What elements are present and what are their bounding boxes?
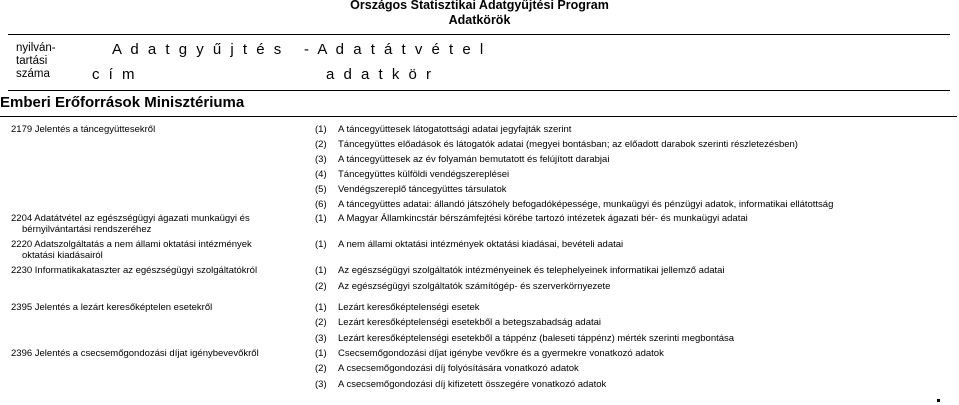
- survey-title: 2204 Adatátvétel az egészségügyi ágazati munkaügyi és: [11, 213, 250, 224]
- item-number: (1): [315, 265, 327, 276]
- data-group-description: Táncegyüttes előadások és látogatók adatai (megyei bontásban; az előadott darabok szerinti részletezésben): [338, 139, 798, 150]
- survey-title: 2395 Jelentés a lezárt keresőképtelen esetekről: [11, 302, 213, 313]
- survey-title: 2179 Jelentés a táncegyüttesekről: [11, 124, 156, 135]
- data-group-description: A csecsemőgondozási díj kifizetett összegére vonatkozó adatok: [338, 379, 607, 390]
- item-number: (5): [315, 184, 327, 195]
- item-number: (3): [315, 333, 327, 344]
- item-number: (1): [315, 302, 327, 313]
- item-number: (3): [315, 154, 327, 165]
- data-group-description: Táncegyüttes külföldi vendégszereplései: [338, 169, 510, 180]
- page-mark: [937, 399, 940, 402]
- column-header: [8, 34, 950, 91]
- col-takeover-heading: - A d a t á t v é t e l: [304, 41, 486, 58]
- data-group-description: Az egészségügyi szolgáltatók intézményeinek és telephelyeinek informatikai jellemző adatai: [338, 265, 725, 276]
- ministry-heading: [0, 91, 957, 117]
- col-title-heading: c í m: [92, 66, 137, 83]
- survey-title: 2230 Informatikakataszter az egészségügyi szolgáltatókról: [11, 265, 258, 276]
- col-registration-line1: nyilván-: [16, 42, 56, 54]
- data-group-description: Lezárt keresőképtelenségi esetekből a táppénz (baleseti táppénz) mérték szerinti megbontása: [338, 333, 735, 344]
- data-group-description: A csecsemőgondozási díj folyósítására vonatkozó adatok: [338, 363, 579, 374]
- item-number: (2): [315, 139, 327, 150]
- item-number: (6): [315, 199, 327, 210]
- data-group-description: Az egészségügyi szolgáltatók számítógép- és szerverkörnyezete: [338, 281, 611, 292]
- data-group-description: Lezárt keresőképtelenségi esetek: [338, 302, 480, 313]
- survey-title-continued: oktatási kiadásairól: [22, 250, 103, 261]
- item-number: (3): [315, 379, 327, 390]
- survey-title: 2220 Adatszolgáltatás a nem állami oktatási intézmények: [11, 239, 252, 250]
- data-group-description: A nem állami oktatási intézmények oktatási kiadásai, bevételi adatai: [338, 239, 624, 250]
- item-number: (1): [315, 124, 327, 135]
- document-title: Országos Statisztikai Adatgyűjtési Program: [350, 0, 609, 12]
- data-group-description: A Magyar Államkincstár bérszámfejtési körébe tartozó intézetek ágazati bér- és munkaügyi adatai: [338, 213, 748, 224]
- item-number: (2): [315, 281, 327, 292]
- col-datagroup-heading: a d a t k ö r: [326, 66, 434, 83]
- col-registration-line2: tartási: [16, 55, 48, 67]
- item-number: (2): [315, 317, 327, 328]
- data-group-description: Vendégszereplő táncegyüttes társulatok: [338, 184, 507, 195]
- survey-title-continued: bérnyilvántartási rendszeréhez: [22, 224, 152, 235]
- col-survey-heading: A d a t g y ű j t é s: [112, 41, 284, 58]
- col-registration-line3: száma: [16, 68, 50, 80]
- document-subtitle: Adatkörök: [448, 13, 511, 27]
- survey-title: 2396 Jelentés a csecsemőgondozási díjat igénybevevőkről: [11, 348, 259, 359]
- ministry-name: Emberi Erőforrások Minisztériuma: [0, 94, 245, 111]
- data-group-description: Csecsemőgondozási díjat igénybe vevőkre és a gyermekre vonatkozó adatok: [338, 348, 664, 359]
- data-group-description: A táncegyüttesek az év folyamán bemutatott és felújított darabjai: [338, 154, 610, 165]
- data-group-description: Lezárt keresőképtelenségi esetekből a betegszabadság adatai: [338, 317, 602, 328]
- item-number: (1): [315, 239, 327, 250]
- data-group-description: A táncegyüttes adatai: állandó játszóhely befogadóképessége, munkaügyi és pénzügyi adatok, informatikai ellátottság: [338, 199, 834, 210]
- item-number: (1): [315, 348, 327, 359]
- item-number: (1): [315, 213, 327, 224]
- item-number: (4): [315, 169, 327, 180]
- data-group-description: A táncegyüttesek látogatottsági adatai jegyfajták szerint: [338, 124, 572, 135]
- item-number: (2): [315, 363, 327, 374]
